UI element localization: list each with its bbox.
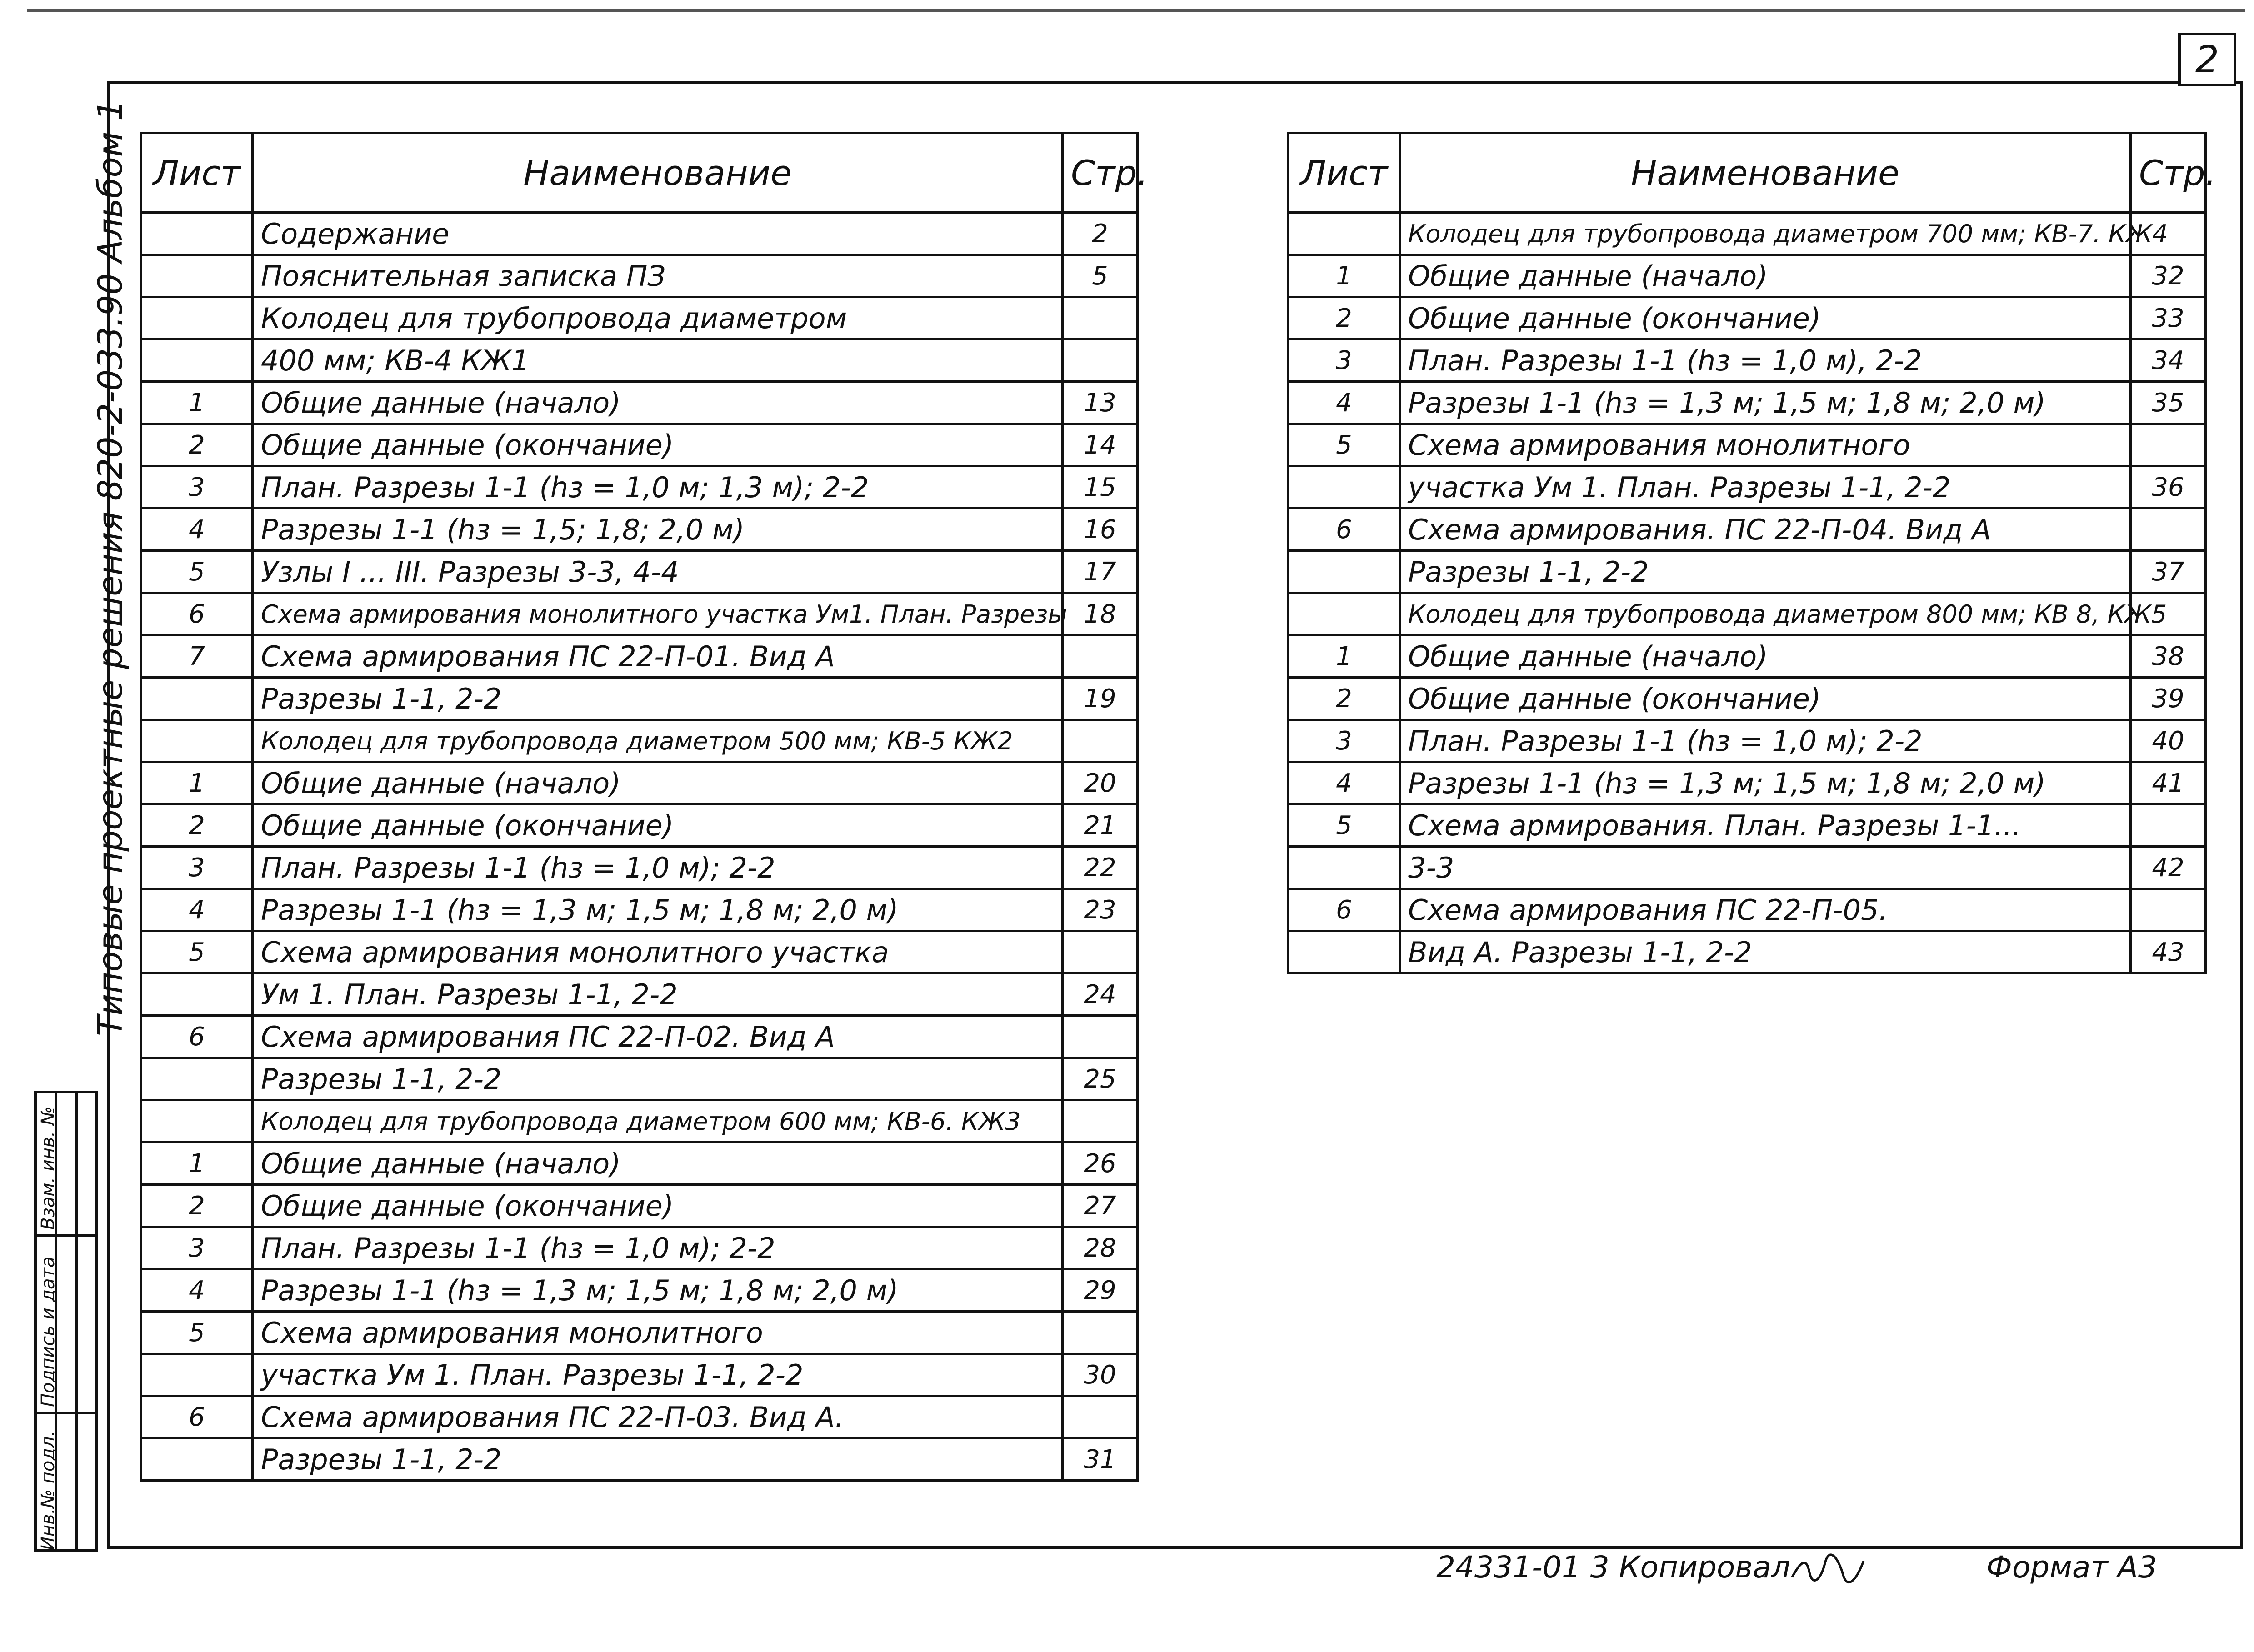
page-number-cell: [1063, 1312, 1138, 1354]
table-row: [141, 1354, 1138, 1396]
table-row: [1289, 762, 2206, 804]
page-number-cell: 34: [2131, 339, 2206, 382]
header-name: Наименование: [1400, 133, 2131, 213]
page-number-cell: 18: [1063, 593, 1138, 635]
page-number-cell: 36: [2131, 466, 2206, 509]
page-number-cell: 21: [1063, 804, 1138, 847]
contents-table-right: [1287, 132, 2216, 974]
sheet-number: 3: [141, 1227, 253, 1269]
row-title: Схема армирования монолитного: [253, 1312, 1063, 1354]
row-title: Общие данные (окончание): [253, 804, 1063, 847]
table-row: [141, 720, 1138, 762]
sheet-number: 6: [141, 1016, 253, 1058]
row-title: Пояснительная записка ПЗ: [253, 255, 1063, 297]
page-number-cell: 42: [2131, 847, 2206, 889]
sheet-number: 1: [141, 762, 253, 804]
page-number-cell: 32: [2131, 255, 2206, 297]
sheet-number: 2: [141, 424, 253, 466]
page-number-cell: 20: [1063, 762, 1138, 804]
sheet-number: 2: [1289, 678, 1400, 720]
table-row: [1289, 213, 2206, 255]
row-title: 3-3: [1400, 847, 2131, 889]
table-row: [141, 297, 1138, 339]
row-title: Схема армирования ПС 22-П-01. Вид А: [253, 635, 1063, 678]
table-row: [141, 1269, 1138, 1312]
page-number-cell: 27: [1063, 1185, 1138, 1227]
sheet-number: 5: [1289, 424, 1400, 466]
page-number-cell: 22: [1063, 847, 1138, 889]
sheet-number: 6: [1289, 509, 1400, 551]
row-title: Разрезы 1-1 (hз = 1,3 м; 1,5 м; 1,8 м; 2,0 м): [1400, 762, 2131, 804]
sheet-number: 4: [141, 889, 253, 931]
row-title: Схема армирования монолитного участка: [253, 931, 1063, 973]
row-title: Общие данные (окончание): [253, 424, 1063, 466]
table-row: [141, 973, 1138, 1016]
row-title: Общие данные (начало): [1400, 255, 2131, 297]
row-title: Общие данные (окончание): [253, 1185, 1063, 1227]
table-row: [141, 931, 1138, 973]
table-row: [141, 635, 1138, 678]
sheet-number: 4: [141, 509, 253, 551]
page-number-cell: [1063, 339, 1138, 382]
row-title: Колодец для трубопровода диаметром 600 мм; КВ-6. КЖ3: [253, 1100, 1063, 1143]
row-title: План. Разрезы 1-1 (hз = 1,0 м); 2-2: [253, 1227, 1063, 1269]
sheet-number: [141, 1058, 253, 1100]
sheet-number: 6: [141, 1396, 253, 1438]
row-title: Общие данные (окончание): [1400, 297, 2131, 339]
table-row: [141, 762, 1138, 804]
table-row: [1289, 635, 2206, 678]
table-row: [141, 889, 1138, 931]
table-row: [141, 847, 1138, 889]
table-row: [141, 551, 1138, 593]
sheet-number: [1289, 847, 1400, 889]
table-body: [1289, 213, 2206, 973]
page-number-cell: 17: [1063, 551, 1138, 593]
page-number-cell: [1063, 297, 1138, 339]
row-title: Общие данные (начало): [253, 382, 1063, 424]
row-title: Колодец для трубопровода диаметром 800 мм; КВ 8, КЖ5: [1400, 593, 2131, 635]
table-row: [1289, 255, 2206, 297]
row-title: Разрезы 1-1, 2-2: [253, 1058, 1063, 1100]
page-number-cell: [1063, 1016, 1138, 1058]
row-title: Общие данные (окончание): [1400, 678, 2131, 720]
sheet-number: 2: [141, 1185, 253, 1227]
sheet-number: 3: [141, 847, 253, 889]
sheet-number: 3: [1289, 339, 1400, 382]
sheet-number: [141, 973, 253, 1016]
row-title: участка Ум 1. План. Разрезы 1-1, 2-2: [1400, 466, 2131, 509]
row-title: Схема армирования ПС 22-П-02. Вид А: [253, 1016, 1063, 1058]
table-row: [141, 593, 1138, 635]
sheet-number: 3: [141, 466, 253, 509]
row-title: Разрезы 1-1 (hз = 1,3 м; 1,5 м; 1,8 м; 2,0 м): [253, 1269, 1063, 1312]
row-title: Содержание: [253, 213, 1063, 255]
sheet-number: [141, 213, 253, 255]
table-row: [141, 1438, 1138, 1481]
stamp-label-inv: Инв.№ подл.: [38, 1430, 59, 1550]
table-body: [141, 213, 1138, 1481]
row-title: Схема армирования ПС 22-П-05.: [1400, 889, 2131, 931]
row-title: Узлы I ... III. Разрезы 3-3, 4-4: [253, 551, 1063, 593]
table-row: [1289, 509, 2206, 551]
sheet-number: 1: [141, 382, 253, 424]
table-row: [1289, 847, 2206, 889]
table-row: [141, 466, 1138, 509]
sheet-number: 6: [141, 593, 253, 635]
table-row: [1289, 593, 2206, 635]
sheet-number: 5: [141, 1312, 253, 1354]
page-number-cell: [1063, 1100, 1138, 1143]
page-number-cell: 19: [1063, 678, 1138, 720]
copy-note: 24331-01 3 Копировал: [1436, 1550, 1790, 1585]
stamp-label-signature: Подпись и дата: [38, 1256, 59, 1407]
page-number-cell: 30: [1063, 1354, 1138, 1396]
row-title: Схема армирования. ПС 22-П-04. Вид А: [1400, 509, 2131, 551]
sheet-number: 4: [1289, 762, 1400, 804]
table-row: [1289, 339, 2206, 382]
row-title: Ум 1. План. Разрезы 1-1, 2-2: [253, 973, 1063, 1016]
page-number-cell: 28: [1063, 1227, 1138, 1269]
page-number-cell: 40: [2131, 720, 2206, 762]
table-row: [141, 678, 1138, 720]
row-title: Схема армирования монолитного участка Ум1. План. Разрезы: [253, 593, 1063, 635]
table-row: [141, 424, 1138, 466]
table-row: [1289, 551, 2206, 593]
side-title: Типовые проектные решения 820-2-033.90 Альбом 1: [91, 99, 130, 1036]
page-number-cell: [1063, 720, 1138, 762]
row-title: Разрезы 1-1 (hз = 1,3 м; 1,5 м; 1,8 м; 2,0 м): [253, 889, 1063, 931]
table-row: [141, 1143, 1138, 1185]
page-number-cell: 26: [1063, 1143, 1138, 1185]
table-row: [141, 1312, 1138, 1354]
page-number-cell: [1063, 931, 1138, 973]
header-page: Стр.: [2131, 133, 2206, 213]
table-row: [141, 1396, 1138, 1438]
row-title: План. Разрезы 1-1 (hз = 1,0 м); 2-2: [253, 847, 1063, 889]
row-title: Общие данные (начало): [253, 762, 1063, 804]
page-number-cell: [2131, 424, 2206, 466]
table-row: [1289, 889, 2206, 931]
table-row: [141, 509, 1138, 551]
row-title: План. Разрезы 1-1 (hз = 1,0 м; 1,3 м); 2-2: [253, 466, 1063, 509]
sheet-number: [1289, 466, 1400, 509]
page-number-cell: 33: [2131, 297, 2206, 339]
table-row: [141, 339, 1138, 382]
sheet-number: 7: [141, 635, 253, 678]
page-number-cell: 35: [2131, 382, 2206, 424]
page-number-cell: [2131, 804, 2206, 847]
format-label: Формат А3: [1986, 1550, 2157, 1585]
header-sheet: Лист: [141, 133, 253, 213]
table-row: [1289, 804, 2206, 847]
row-title: Разрезы 1-1, 2-2: [253, 1438, 1063, 1481]
header-name: Наименование: [253, 133, 1063, 213]
sheet-number: 5: [141, 931, 253, 973]
page-number-cell: 2: [1063, 213, 1138, 255]
sheet-number: [141, 1354, 253, 1396]
page-number-cell: 29: [1063, 1269, 1138, 1312]
table-row: [141, 1016, 1138, 1058]
page-number-cell: 14: [1063, 424, 1138, 466]
header-sheet: Лист: [1289, 133, 1400, 213]
page-number-cell: 41: [2131, 762, 2206, 804]
sheet-number: 5: [141, 551, 253, 593]
page-number: 2: [2178, 33, 2236, 86]
row-title: Разрезы 1-1 (hз = 1,3 м; 1,5 м; 1,8 м; 2,0 м): [1400, 382, 2131, 424]
row-title: Общие данные (начало): [253, 1143, 1063, 1185]
page-number-cell: 31: [1063, 1438, 1138, 1481]
page-number-cell: 13: [1063, 382, 1138, 424]
sheet-number: [141, 678, 253, 720]
page-number-cell: 25: [1063, 1058, 1138, 1100]
sheet-number: [141, 720, 253, 762]
table-row: [141, 804, 1138, 847]
row-title: Схема армирования ПС 22-П-03. Вид А.: [253, 1396, 1063, 1438]
row-title: План. Разрезы 1-1 (hз = 1,0 м); 2-2: [1400, 720, 2131, 762]
sheet-number: 1: [1289, 635, 1400, 678]
row-title: Схема армирования монолитного: [1400, 424, 2131, 466]
page-number-cell: [1063, 635, 1138, 678]
table-row: [1289, 678, 2206, 720]
page-number-cell: 38: [2131, 635, 2206, 678]
row-title: Разрезы 1-1, 2-2: [1400, 551, 2131, 593]
page-number-cell: 43: [2131, 931, 2206, 973]
sheet-number: [141, 1100, 253, 1143]
page-number-cell: 5: [1063, 255, 1138, 297]
header-page: Стр.: [1063, 133, 1138, 213]
row-title: Разрезы 1-1 (hз = 1,5; 1,8; 2,0 м): [253, 509, 1063, 551]
sheet-number: 1: [141, 1143, 253, 1185]
table-row: [141, 1185, 1138, 1227]
row-title: Схема армирования. План. Разрезы 1-1...: [1400, 804, 2131, 847]
sheet-number: [141, 1438, 253, 1481]
sheet-number: [141, 339, 253, 382]
page-number-cell: 37: [2131, 551, 2206, 593]
table-row: [141, 1100, 1138, 1143]
sheet-number: [1289, 593, 1400, 635]
contents-table-left: [140, 132, 1148, 1482]
table-row: [141, 213, 1138, 255]
page-number-cell: 16: [1063, 509, 1138, 551]
signature-icon: [1789, 1554, 1866, 1586]
sheet-number: [141, 255, 253, 297]
table-row: [1289, 424, 2206, 466]
sheet-number: 2: [1289, 297, 1400, 339]
sheet-number: 1: [1289, 255, 1400, 297]
stamp-columns: [34, 1091, 98, 1552]
row-title: Разрезы 1-1, 2-2: [253, 678, 1063, 720]
table-row: [1289, 382, 2206, 424]
table-row: [1289, 931, 2206, 973]
table-row: [141, 1227, 1138, 1269]
sheet-number: 3: [1289, 720, 1400, 762]
row-title: Колодец для трубопровода диаметром: [253, 297, 1063, 339]
page-number-cell: 15: [1063, 466, 1138, 509]
sheet-number: 2: [141, 804, 253, 847]
row-title: Вид А. Разрезы 1-1, 2-2: [1400, 931, 2131, 973]
row-title: План. Разрезы 1-1 (hз = 1,0 м), 2-2: [1400, 339, 2131, 382]
page-number-cell: [2131, 889, 2206, 931]
sheet-number: 4: [141, 1269, 253, 1312]
table-row: [1289, 720, 2206, 762]
page-number-cell: 39: [2131, 678, 2206, 720]
sheet-number: 4: [1289, 382, 1400, 424]
row-title: Общие данные (начало): [1400, 635, 2131, 678]
row-title: Колодец для трубопровода диаметром 700 мм; КВ-7. КЖ4: [1400, 213, 2131, 255]
row-title: Колодец для трубопровода диаметром 500 мм; КВ-5 КЖ2: [253, 720, 1063, 762]
page-number-cell: 23: [1063, 889, 1138, 931]
table-row: [141, 382, 1138, 424]
top-rule: [27, 9, 2245, 16]
table-row: [141, 255, 1138, 297]
sheet-number: [1289, 551, 1400, 593]
sheet-number: [1289, 931, 1400, 973]
page-number-cell: [2131, 509, 2206, 551]
row-title: участка Ум 1. План. Разрезы 1-1, 2-2: [253, 1354, 1063, 1396]
row-title: 400 мм; КВ-4 КЖ1: [253, 339, 1063, 382]
page-number-cell: 24: [1063, 973, 1138, 1016]
table-row: [141, 1058, 1138, 1100]
sheet-number: [1289, 213, 1400, 255]
stamp-label-replace: Взам. инв. №: [38, 1106, 59, 1230]
table-row: [1289, 466, 2206, 509]
sheet-number: [141, 297, 253, 339]
table-row: [1289, 297, 2206, 339]
sheet-number: 6: [1289, 889, 1400, 931]
page-number-cell: [1063, 1396, 1138, 1438]
sheet-number: 5: [1289, 804, 1400, 847]
